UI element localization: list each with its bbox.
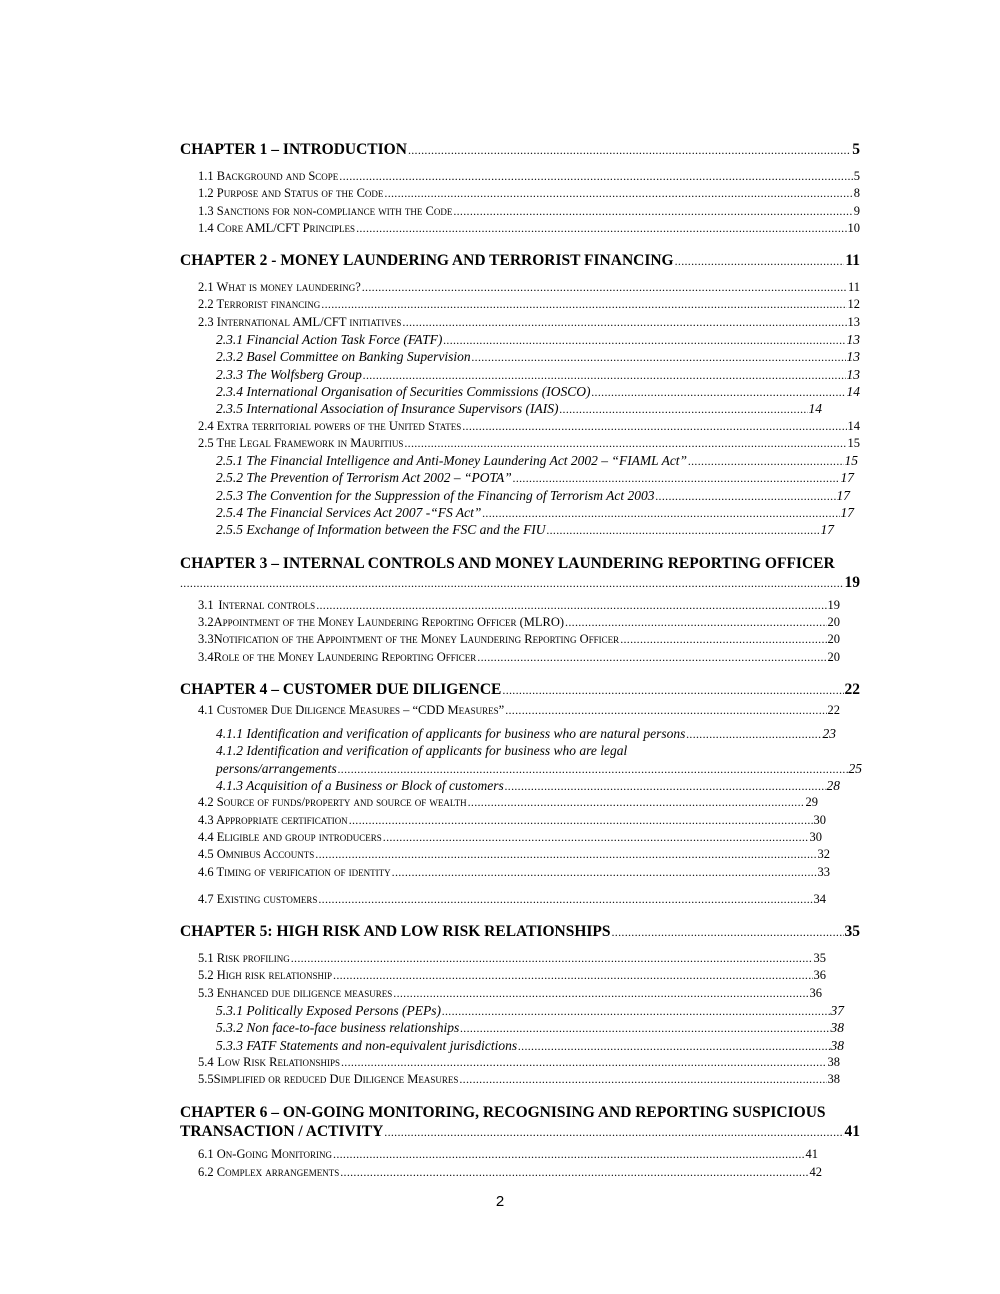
toc-entry-title: Notification of the Appointment of the Money Laundering Reporting Officer	[213, 632, 620, 647]
dot-leader	[547, 522, 820, 538]
dot-leader	[393, 986, 808, 1001]
toc-entry-title: persons/arrangements	[216, 760, 337, 776]
toc-entry-page: 38	[830, 1020, 844, 1036]
toc-entry-page: 20	[827, 614, 840, 629]
toc-entry-title: 6.2 Complex arrangements	[198, 1164, 340, 1179]
dot-leader	[316, 598, 826, 613]
toc-entry-number: 3.2	[198, 614, 214, 629]
toc-entry-title: 4.6 Timing of verification of identity	[198, 864, 391, 879]
dot-leader	[318, 892, 812, 907]
toc-entry-2-5-4[interactable]	[216, 505, 854, 522]
toc-entry-page: 17	[836, 487, 850, 503]
toc-entry-page: 38	[830, 1037, 844, 1053]
toc-entry-page: 13	[846, 332, 860, 348]
dot-leader	[402, 315, 846, 330]
dot-leader	[453, 204, 852, 219]
toc-entry-3-4[interactable]	[198, 650, 840, 667]
toc-entry-number: 3.3	[198, 632, 214, 647]
toc-entry-title: 4.1.3 Acquisition of a Business or Block of customers	[216, 778, 504, 794]
toc-entry-title-cont: TRANSACTION / ACTIVITY	[180, 1123, 384, 1141]
toc-entry-page: 41	[805, 1147, 818, 1162]
page-number: 2	[495, 1193, 505, 1210]
dot-leader	[505, 778, 826, 794]
toc-entry-page: 13	[846, 349, 860, 365]
toc-entry-title: 2.4 Extra territorial powers of the United States	[198, 418, 462, 433]
toc-entry-title: 5.3.2 Non face-to-face business relationships	[216, 1020, 460, 1036]
toc-chapter-6[interactable]	[180, 1103, 860, 1141]
toc-entry-5-4[interactable]	[198, 1055, 840, 1072]
toc-entry-title: 2.3.5 International Association of Insurance Supervisors (IAIS)	[216, 401, 559, 417]
dot-leader	[349, 813, 813, 828]
dot-leader	[505, 703, 826, 718]
dot-leader	[383, 830, 809, 845]
toc-entry-page: 22	[827, 702, 840, 717]
toc-entry-title: CHAPTER 6 – ON-GOING MONITORING, RECOGNISING AND REPORTING SUSPICIOUS	[180, 1104, 826, 1122]
toc-entry-page: 33	[817, 864, 830, 879]
toc-entry-title: 2.5.4 The Financial Services Act 2007 -“FS Act”	[216, 505, 482, 521]
toc-entry-2-3-4[interactable]	[216, 384, 860, 401]
toc-entry-number: 3.4	[198, 649, 214, 664]
toc-entry-title: 2.2 Terrorist financing	[198, 297, 321, 312]
toc-entry-page: 29	[805, 795, 818, 810]
toc-entry-2-5-3[interactable]	[216, 488, 850, 505]
toc-entry-title: Low Risk Relationships	[217, 1054, 340, 1069]
toc-chapter-1[interactable]	[180, 141, 860, 163]
toc-entry-title: 5.3 Enhanced due diligence measures	[198, 985, 393, 1000]
toc-entry-5-3-2[interactable]	[216, 1020, 844, 1037]
toc-entry-page: 5	[853, 169, 860, 183]
toc-entry-1-1[interactable]	[198, 169, 860, 186]
toc-entry-title: 1.4 Core AML/CFT Principles	[198, 220, 356, 235]
dot-leader	[340, 1165, 808, 1180]
toc-entry-page: 14	[846, 383, 860, 399]
toc-entry-number: 5.4	[198, 1054, 214, 1069]
toc-entry-page: 19	[827, 597, 840, 612]
toc-entry-title: CHAPTER 4 – CUSTOMER DUE DILIGENCE	[180, 680, 502, 698]
toc-entry-title: 4.5 Omnibus Accounts	[198, 847, 315, 862]
toc-entry-title: 2.5.1 The Financial Intelligence and Anti-Money Laundering Act 2002 – “FIAML Act”	[216, 453, 688, 469]
toc-entry-page: 15	[844, 453, 858, 469]
toc-entry-page: 20	[827, 632, 840, 647]
toc-entry-title: Appointment of the Money Laundering Reporting Officer (MLRO)	[213, 614, 565, 629]
toc-entry-title: 2.3.3 The Wolfsberg Group	[216, 366, 362, 382]
dot-leader	[291, 951, 813, 966]
toc-entry-4-6[interactable]	[198, 865, 830, 882]
toc-entry-page: 41	[844, 1123, 860, 1141]
toc-entry-2-1[interactable]	[198, 280, 860, 297]
toc-entry-title: Simplified or reduced Due Diligence Measures	[213, 1072, 459, 1087]
dot-leader	[518, 1038, 829, 1054]
toc-entry-title: 4.1 Customer Due Diligence Measures – “CDD Measures”	[198, 702, 505, 717]
toc-entry-number: 3.1	[198, 597, 214, 612]
toc-entry-page: 17	[840, 470, 854, 486]
toc-entry-page: 17	[840, 505, 854, 521]
toc-entry-page: 14	[808, 401, 822, 417]
toc-entry-title: 4.2 Source of funds/property and source of wealth	[198, 795, 467, 810]
toc-entry-page: 23	[822, 726, 836, 742]
toc-entry-4-1-2[interactable]	[216, 743, 860, 760]
toc-entry-title: 5.3.3 FATF Statements and non-equivalent jurisdictions	[216, 1037, 518, 1053]
toc-entry-page: 19	[844, 573, 860, 591]
toc-entry-title: 4.4 Eligible and group introducers	[198, 829, 382, 844]
dot-leader	[363, 367, 846, 383]
toc-entry-title: 4.1.1 Identification and verification of applicants for business who are natural persons	[216, 726, 686, 742]
toc-entry-1-2[interactable]	[198, 186, 860, 203]
toc-entry-3-3[interactable]	[198, 632, 840, 649]
toc-chapter-2[interactable]	[180, 252, 860, 274]
table-of-contents	[180, 141, 860, 1182]
toc-entry-page: 13	[846, 366, 860, 382]
toc-entry-2-3-1[interactable]	[216, 332, 860, 349]
toc-entry-title: 2.3.1 Financial Action Task Force (FATF)	[216, 332, 443, 348]
toc-entry-title: 4.3 Appropriate certification	[198, 812, 348, 827]
toc-entry-page: 42	[809, 1164, 822, 1179]
dot-leader	[675, 252, 845, 270]
toc-entry-4-1-2-cont[interactable]	[216, 761, 862, 778]
dot-leader	[341, 1055, 827, 1070]
dot-leader	[482, 505, 839, 521]
toc-entry-4-3[interactable]	[198, 813, 826, 830]
dot-leader	[559, 401, 807, 417]
toc-entry-page: 22	[844, 680, 860, 698]
toc-entry-title: 2.5.5 Exchange of Information between the FSC and the FIU	[216, 522, 546, 538]
toc-chapter-4[interactable]	[180, 681, 860, 703]
toc-entry-4-1-1[interactable]	[216, 726, 836, 743]
toc-entry-page: 20	[827, 649, 840, 664]
toc-entry-2-5-2[interactable]	[216, 470, 854, 487]
toc-entry-3-1[interactable]	[198, 598, 840, 615]
toc-entry-page: 13	[847, 314, 860, 329]
toc-chapter-3[interactable]	[180, 554, 860, 592]
dot-leader	[321, 297, 846, 312]
dot-leader	[459, 1072, 826, 1087]
toc-entry-1-3[interactable]	[198, 204, 860, 221]
toc-entry-5-3[interactable]	[198, 986, 822, 1003]
toc-entry-page: 30	[809, 829, 822, 844]
toc-entry-2-3-3[interactable]	[216, 367, 860, 384]
toc-entry-title: 2.5 The Legal Framework in Mauritius	[198, 435, 404, 450]
dot-leader	[592, 384, 846, 400]
dot-leader	[362, 280, 847, 295]
toc-entry-4-5[interactable]	[198, 847, 830, 864]
toc-entry-title: 5.1 Risk profiling	[198, 951, 290, 966]
toc-entry-4-1[interactable]	[198, 703, 840, 720]
dot-leader	[339, 169, 852, 184]
dot-leader	[384, 186, 852, 201]
dot-leader	[477, 650, 826, 665]
toc-entry-page: 35	[844, 923, 860, 941]
toc-entry-page: 14	[847, 418, 860, 433]
dot-leader	[468, 795, 805, 810]
dot-leader	[502, 681, 843, 699]
toc-entry-page: 15	[847, 435, 860, 450]
toc-entry-page: 25	[848, 760, 862, 776]
toc-entry-page: 36	[813, 968, 826, 983]
toc-chapter-5[interactable]	[180, 923, 860, 945]
toc-entry-6-2[interactable]	[198, 1165, 822, 1182]
toc-entry-page: 36	[809, 985, 822, 1000]
toc-entry-title: 1.1 Background and Scope	[198, 169, 339, 183]
toc-entry-2-5[interactable]	[198, 436, 860, 453]
dot-leader	[513, 470, 840, 486]
toc-entry-page: 8	[853, 186, 860, 201]
toc-entry-2-4[interactable]	[198, 419, 860, 436]
dot-leader	[338, 761, 848, 777]
toc-entry-number: 5.5	[198, 1072, 214, 1087]
dot-leader	[460, 1020, 829, 1036]
toc-entry-page: 35	[813, 951, 826, 966]
toc-entry-page: 12	[847, 297, 860, 312]
dot-leader	[472, 349, 846, 365]
toc-entry-5-3-1[interactable]	[216, 1003, 844, 1020]
toc-entry-2-3-2[interactable]	[216, 349, 860, 366]
toc-entry-5-3-3[interactable]	[216, 1038, 844, 1055]
toc-entry-page: 37	[830, 1002, 844, 1018]
toc-entry-title: CHAPTER 5: HIGH RISK AND LOW RISK RELATIONSHIPS	[180, 923, 611, 941]
toc-entry-4-2[interactable]	[198, 795, 818, 812]
toc-entry-page: 38	[827, 1072, 840, 1087]
dot-leader	[656, 488, 836, 504]
dot-leader	[408, 141, 851, 159]
dot-leader	[333, 968, 812, 983]
toc-entry-page: 30	[813, 812, 826, 827]
dot-leader	[443, 332, 845, 348]
toc-entry-page: 28	[826, 778, 840, 794]
toc-entry-page: 10	[847, 220, 860, 235]
toc-entry-6-1[interactable]	[198, 1147, 818, 1164]
dot-leader	[384, 1122, 843, 1142]
toc-entry-page: 11	[845, 252, 860, 270]
toc-entry-title: 4.7 Existing customers	[198, 891, 318, 906]
toc-entry-2-3[interactable]	[198, 315, 860, 332]
toc-entry-2-5-5[interactable]	[216, 522, 834, 539]
toc-entry-4-1-3[interactable]	[216, 778, 840, 795]
toc-entry-title: Role of the Money Laundering Reporting Officer	[213, 649, 477, 664]
toc-entry-3-2[interactable]	[198, 615, 840, 632]
dot-leader	[620, 632, 826, 647]
toc-entry-title: CHAPTER 2 - MONEY LAUNDERING AND TERRORIST FINANCING	[180, 252, 674, 270]
toc-entry-2-5-1[interactable]	[216, 453, 858, 470]
toc-entry-4-7[interactable]	[198, 892, 826, 909]
toc-entry-title: 5.2 High risk relationship	[198, 968, 333, 983]
dot-leader	[180, 573, 844, 593]
toc-entry-title: 2.1 What is money laundering?	[198, 280, 361, 295]
toc-entry-page: 32	[817, 847, 830, 862]
toc-entry-title: 6.1 On-Going Monitoring	[198, 1147, 333, 1162]
dot-leader	[612, 923, 844, 941]
dot-leader	[333, 1147, 804, 1162]
dot-leader	[404, 436, 846, 451]
toc-entry-page: 34	[813, 891, 826, 906]
dot-leader	[686, 726, 821, 742]
dot-leader	[442, 1003, 830, 1019]
dot-leader	[315, 847, 816, 862]
toc-entry-title: 1.2 Purpose and Status of the Code	[198, 186, 384, 201]
dot-leader	[688, 453, 843, 469]
toc-entry-page: 9	[853, 203, 860, 218]
dot-leader	[356, 221, 846, 236]
toc-entry-2-2[interactable]	[198, 297, 860, 314]
toc-entry-page: 17	[820, 522, 834, 538]
toc-entry-title: 4.1.2 Identification and verification of applicants for business who are legal	[216, 743, 628, 759]
dot-leader	[565, 615, 826, 630]
dot-leader	[392, 865, 817, 880]
toc-entry-title: 5.3.1 Politically Exposed Persons (PEPs)	[216, 1002, 441, 1018]
toc-entry-title: 2.5.2 The Prevention of Terrorism Act 2002 – “POTA”	[216, 470, 512, 486]
toc-entry-1-4[interactable]	[198, 221, 860, 238]
toc-entry-title: CHAPTER 1 – INTRODUCTION	[180, 141, 407, 158]
toc-entry-page: 11	[847, 280, 860, 295]
toc-entry-5-5[interactable]	[198, 1072, 840, 1089]
toc-entry-title: 2.3.2 Basel Committee on Banking Supervision	[216, 349, 471, 365]
toc-entry-page: 5	[852, 141, 860, 158]
toc-entry-5-2[interactable]	[198, 968, 826, 985]
toc-entry-5-1[interactable]	[198, 951, 826, 968]
toc-entry-title: 1.3 Sanctions for non-compliance with the Code	[198, 203, 453, 218]
toc-entry-title: 2.5.3 The Convention for the Suppression of the Financing of Terrorism Act 2003	[216, 487, 655, 503]
toc-entry-2-3-5[interactable]	[216, 401, 822, 418]
dot-leader	[462, 419, 846, 434]
toc-entry-4-4[interactable]	[198, 830, 822, 847]
toc-entry-title: 2.3.4 International Organisation of Securities Commissions (IOSCO)	[216, 383, 591, 399]
toc-entry-page: 38	[827, 1054, 840, 1069]
toc-entry-title: CHAPTER 3 – INTERNAL CONTROLS AND MONEY LAUNDERING REPORTING OFFICER	[180, 554, 835, 572]
toc-entry-title: 2.3 International AML/CFT initiatives	[198, 314, 402, 329]
toc-entry-title: Internal controls	[218, 597, 316, 612]
